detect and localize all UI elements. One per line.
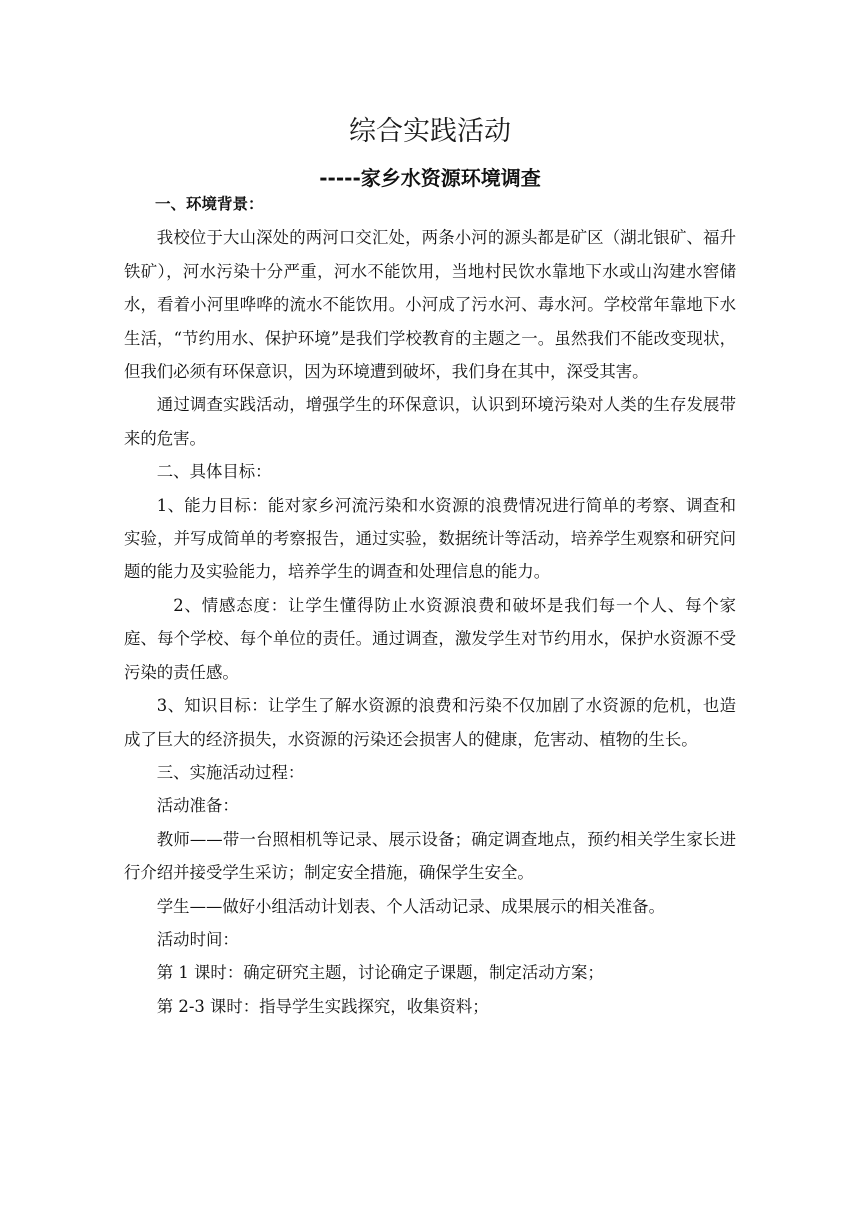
section-heading-goals: 二、具体目标： — [156, 462, 272, 482]
paragraph-student-prep: 学生——做好小组活动计划表、个人活动记录、成果展示的相关准备。 — [156, 896, 665, 916]
document-body — [124, 188, 736, 1023]
paragraph-lesson-1: 第 1 课时：确定研究主题，讨论确定子课题，制定活动方案； — [156, 963, 604, 983]
paragraph-teacher-prep: 教师——带一台照相机等记录、展示设备；确定调查地点，预约相关学生家长进行介绍并接受学生采访；制定安全措施，确保学生安全。 — [124, 829, 736, 883]
document-title: 综合实践活动 — [349, 116, 511, 147]
paragraph-time-label: 活动时间： — [156, 929, 239, 949]
paragraph-purpose: 通过调查实践活动，增强学生的环保意识，认识到环境污染对人类的生存发展带来的危害。 — [124, 395, 736, 448]
document-subtitle: -----家乡水资源环境调查 — [319, 166, 541, 190]
paragraph-lesson-2-3: 第 2-3 课时：指导学生实践探究，收集资料； — [156, 996, 489, 1016]
paragraph-background: 我校位于大山深处的两河口交汇处，两条小河的源头都是矿区（湖北银矿、福升铁矿），河水污染十分严重，河水不能饮用，当地村民饮水靠地下水或山沟建水窖储水，看着小河里哗哗的流水不能饮用。小河成了污水河、毒水河。学校常年靠地下水生活，“节约用水、保护环境”是我们学校教育的主题之一。虽然我们不能改变现状，但我们必须有环保意识，因为环境遭到破坏，我们身在其中，深受其害。 — [124, 228, 736, 382]
paragraph-knowledge-goal: 3、知识目标：让学生了解水资源的浪费和污染不仅加剧了水资源的危机，也造成了巨大的经济损失，水资源的污染还会损害人的健康，危害动、植物的生长。 — [124, 696, 736, 749]
paragraph-ability-goal: 1、能力目标：能对家乡河流污染和水资源的浪费情况进行简单的考察、调查和实验，并写成简单的考察报告，通过实验，数据统计等活动，培养学生观察和研究问题的能力及实验能力，培养学生的调查和处理信息的能力。 — [124, 495, 736, 582]
paragraph-emotion-goal: 2、情感态度：让学生懂得防止水资源浪费和破坏是我们每一个人、每个家庭、每个学校、每个单位的责任。通过调查，激发学生对节约用水，保护水资源不受污染的责任感。 — [124, 595, 736, 682]
section-heading-process: 三、实施活动过程： — [156, 762, 305, 782]
section-heading-background: 一、环境背景： — [155, 195, 264, 213]
paragraph-preparation-label: 活动准备： — [156, 796, 239, 816]
